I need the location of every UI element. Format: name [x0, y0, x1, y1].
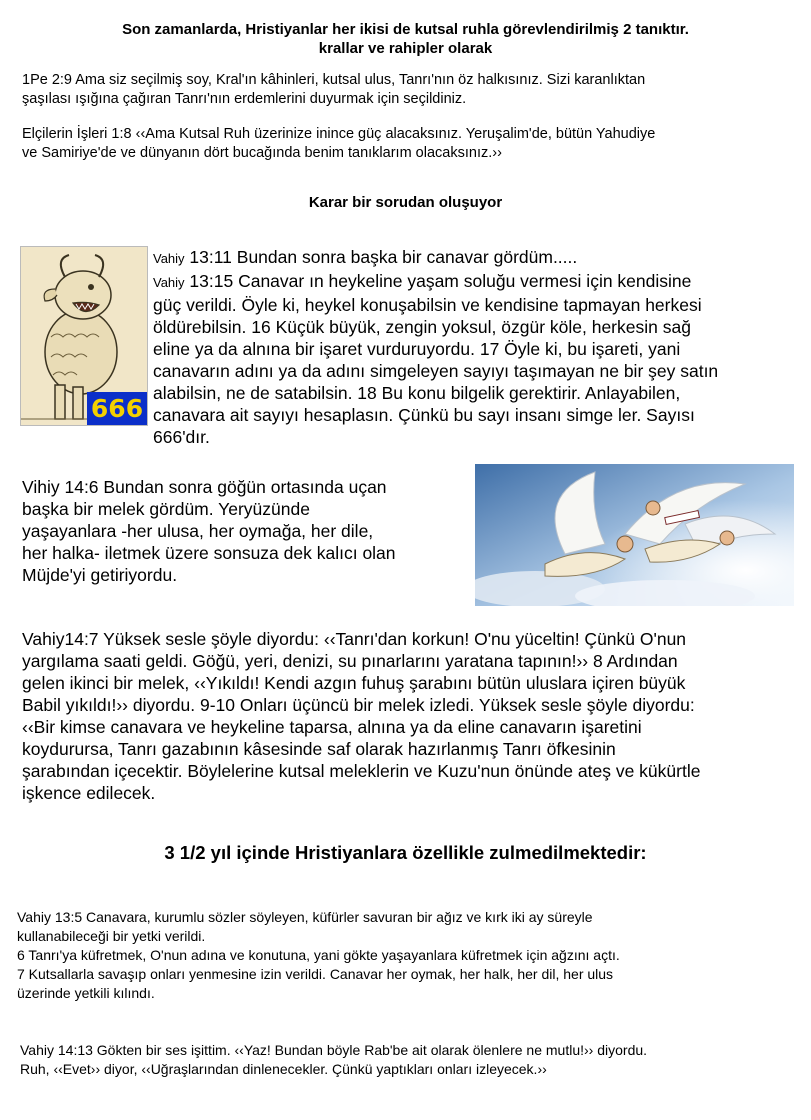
verse-line: 6 Tanrı'ya küfretmek, O'nun adına ve konutuna, yani gökte yaşayanlara küfretmek için ağzını açtı. — [17, 947, 620, 963]
verse-line: eline ya da alnına bir işaret vurduruyordu. 17 Öyle ki, bu işareti, yani — [153, 339, 681, 359]
verse-line: güç verildi. Öyle ki, heykel konuşabilsin ve kendisine tapmayan herkesi — [153, 295, 702, 315]
verse-line: Ruh, ‹‹Evet›› diyor, ‹‹Uğraşlarından dinlenecekler. Çünkü yaptıkları onları izleyecek.›› — [20, 1061, 547, 1077]
verse-line: şarabından içecektir. Böylelerine kutsal meleklerin ve Kuzu'nun önünde ateş ve kükürtle — [22, 761, 701, 781]
verse-line: kullanabileceği bir yetki verildi. — [17, 928, 206, 944]
verse-line: 1Pe 2:9 Ama siz seçilmiş soy, Kral'ın kâhinleri, kutsal ulus, Tanrı'nın öz halkısınız. Sizi karanlıktan — [22, 72, 646, 88]
verse-line: gelen ikinci bir melek, ‹‹Yıkıldı! Kendi azgın fuhuş şarabını bütün uluslara içiren büyük — [22, 673, 686, 693]
angels-illustration — [475, 464, 794, 606]
rev-14-13-section — [20, 1041, 647, 1079]
verse-line — [153, 246, 718, 270]
verse-line: Elçilerin İşleri 1:8 ‹‹Ama Kutsal Ruh üzerinize inince güç alacaksınız. Yeruşalim'de, bütün Yahudiye — [22, 126, 656, 142]
rev-14-7-section — [22, 628, 700, 804]
flying-angels-drawing — [475, 464, 794, 606]
beast-illustration — [20, 246, 148, 426]
verse-line: üzerinde yetkili kılındı. — [17, 985, 155, 1001]
verse-line: canavara ait sayıyı hesaplasın. Çünkü bu sayı insanı simge ler. Sayısı — [153, 405, 695, 425]
book-name: Vahiy — [153, 275, 185, 290]
verse-line: yaşayanlara -her ulusa, her oymağa, her dile, — [22, 521, 374, 541]
number-666-badge: 666 — [87, 392, 147, 425]
verse-line: canavarın adını ya da adını simgeleyen sayıyı taşımayan ne bir şey satın — [153, 361, 719, 381]
title-line-1: Son zamanlarda, Hristiyanlar her ikisi de kutsal ruhla görevlendirilmiş 2 tanıktır. — [122, 21, 689, 38]
verse-line: koydurursa, Tanrı gazabının kâsesinde saf olarak hazırlanmış Tanrı öfkesinin — [22, 739, 616, 759]
verse-line: Vihiy 14:6 Bundan sonra göğün ortasında uçan — [22, 477, 387, 497]
verse-line: işkence edilecek. — [22, 783, 156, 803]
verse-line: ve Samiriye'de ve dünyanın dört bucağında benim tanıklarım olacaksınız.›› — [22, 145, 502, 161]
verse-line: şaşılası ışığına çağıran Tanrı'nın erdemlerini duyurmak için seçildiniz. — [22, 91, 467, 107]
verse-line: alabilsin, ne de satabilsin. 18 Bu konu bilgelik gerektirir. Anlayabilen, — [153, 383, 681, 403]
verse-1pe-2-9 — [22, 71, 645, 109]
verse-line: 7 Kutsallarla savaşıp onları yenmesine izin verildi. Canavar her oymak, her halk, her dil, her ulus — [17, 966, 614, 982]
verse-line: ‹‹Bir kimse canavara ve heykeline taparsa, alnına ya da eline canavarın işaretini — [22, 717, 642, 737]
decision-heading: Karar bir sorudan oluşuyor — [308, 194, 503, 211]
page-title — [0, 20, 811, 58]
rev-13-section — [153, 246, 718, 448]
verse-line: öldürebilsin. 16 Küçük büyük, zengin yoksul, özgür köle, herkesin sağ — [153, 317, 691, 337]
verse-line: her halka- iletmek üzere sonsuza dek kalıcı olan — [22, 543, 396, 563]
rev-13-5-section — [17, 908, 620, 1003]
verse-line: Vahiy 13:5 Canavara, kurumlu sözler söyleyen, küfürler savuran bir ağız ve kırk iki ay süreyle — [17, 909, 593, 925]
verse-line: yargılama saati geldi. Göğü, yeri, denizi, su pınarlarını yaratana tapının!›› 8 Ardından — [22, 651, 678, 671]
rev-14-6-section — [22, 476, 396, 586]
book-name: Vahiy — [153, 251, 185, 266]
persecution-heading: 3 1/2 yıl içinde Hristiyanlara özellikle zulmedilmektedir: — [164, 842, 647, 863]
verse-acts-1-8 — [22, 125, 655, 163]
verse-line: Vahiy 14:13 Gökten bir ses işittim. ‹‹Yaz! Bundan böyle Rab'be ait olarak ölenlere ne mutlu!›› diyordu. — [20, 1042, 648, 1058]
verse-text: 13:11 Bundan sonra başka bir canavar gördüm..... — [184, 247, 578, 267]
verse-line: Müjde'yi getiriyordu. — [22, 565, 178, 585]
title-line-2: krallar ve rahipler olarak — [318, 40, 493, 57]
verse-line: başka bir melek gördüm. Yeryüzünde — [22, 499, 310, 519]
verse-line: 666'dır. — [153, 427, 210, 447]
verse-line: Vahiy14:7 Yüksek sesle şöyle diyordu: ‹‹Tanrı'dan korkun! O'nu yüceltin! Çünkü O'nun — [22, 629, 687, 649]
verse-line — [153, 270, 718, 294]
verse-text: 13:15 Canavar ın heykeline yaşam soluğu vermesi için kendisine — [184, 271, 692, 291]
verse-line: Babil yıkıldı!›› diyordu. 9-10 Onları üçüncü bir melek izledi. Yüksek sesle şöyle diyordu: — [22, 695, 695, 715]
